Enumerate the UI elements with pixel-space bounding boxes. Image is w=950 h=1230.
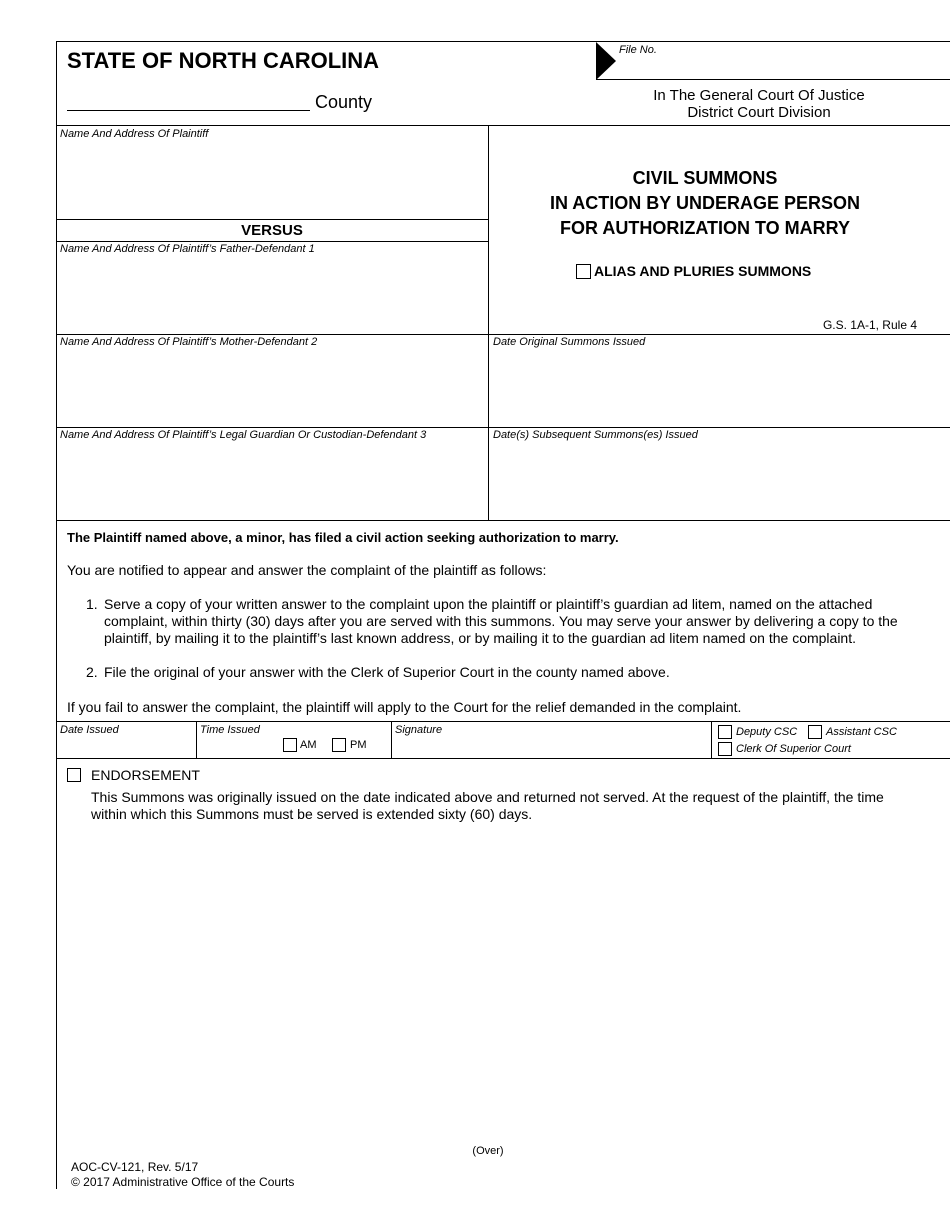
notice-text: You are notified to appear and answer the complaint of the plaintiff as follows: [67,562,547,578]
form-number: AOC-CV-121, Rev. 5/17 [71,1160,199,1174]
form-top-border [56,41,950,42]
title-line-2: IN ACTION BY UNDERAGE PERSON [549,193,861,213]
item-1-number: 1. [86,596,98,612]
plaintiff-field[interactable] [60,142,484,216]
item-2-number: 2. [86,664,98,680]
time-issued-label: Time Issued [200,724,260,736]
statute-reference: G.S. 1A-1, Rule 4 [822,318,917,332]
defendant2-divider [56,334,950,335]
endorsement-label: ENDORSEMENT [91,767,200,783]
date-original-label: Date Original Summons Issued [493,336,646,348]
issue-divider-3 [711,721,712,758]
item-2-text: File the original of your answer with the Clerk of Superior Court in the county named above. [104,664,670,680]
endorsement-line-1: This Summons was originally issued on the date indicated above and returned not served. At the request of the plaintiff, the time [91,789,884,805]
alias-pluries-checkbox[interactable] [576,264,591,279]
signature-label: Signature [395,724,443,736]
failure-notice: If you fail to answer the complaint, the plaintiff will apply to the Court for the relief demanded in the complaint. [67,699,742,715]
pm-label: PM [350,739,367,751]
file-no-underline [596,79,950,80]
intro-text: The Plaintiff named above, a minor, has filed a civil action seeking authorization to marry. [67,530,619,545]
clerk-superior-court-checkbox[interactable] [718,742,732,756]
item-1-line-1: Serve a copy of your written answer to the complaint upon the plaintiff or plaintiff’s guardian ad litem, named on the attached [104,596,873,612]
title-line-1: CIVIL SUMMONS [632,168,778,188]
mother-defendant-label: Name And Address Of Plaintiff’s Mother-Defendant 2 [60,336,318,348]
file-no-label: File No. [619,44,657,56]
form-left-border [56,41,57,1189]
signature-field[interactable] [395,738,707,756]
copyright-notice: © 2017 Administrative Office of the Courts [71,1175,295,1189]
county-label: County [315,92,373,112]
item-1-line-3: plaintiff, by mailing it to the plaintiff’s last known address, or by mailing it to the guardian ad litem named on the complaint. [104,630,857,646]
plaintiff-label: Name And Address Of Plaintiff [60,128,209,140]
versus-label: VERSUS [241,222,303,239]
guardian-defendant-label: Name And Address Of Plaintiff’s Legal Guardian Or Custodian-Defendant 3 [60,429,427,441]
versus-top-line [56,219,488,220]
date-subsequent-field[interactable] [493,443,943,517]
father-defendant-field[interactable] [60,257,484,331]
father-defendant-label: Name And Address Of Plaintiff’s Father-Defendant 1 [60,243,315,255]
am-label: AM [300,739,317,751]
court-line-2: District Court Division [687,104,831,121]
court-line-1: In The General Court Of Justice [653,87,865,104]
date-original-field[interactable] [493,350,943,424]
parties-bottom-line [56,520,950,521]
endorsement-checkbox[interactable] [67,768,81,782]
header-divider [56,125,950,126]
file-no-field[interactable] [620,58,940,78]
pm-checkbox[interactable] [332,738,346,752]
issue-row-top [56,721,950,722]
deputy-csc-checkbox[interactable] [718,725,732,739]
deputy-csc-label: Deputy CSC [736,726,798,738]
versus-bottom-line [56,241,488,242]
guardian-defendant-field[interactable] [60,443,484,517]
am-checkbox[interactable] [283,738,297,752]
date-subsequent-label: Date(s) Subsequent Summons(es) Issued [493,429,698,441]
file-no-arrow-icon [596,42,618,80]
issue-divider-1 [196,721,197,758]
endorsement-line-2: within which this Summons must be served is extended sixty (60) days. [91,806,533,822]
assistant-csc-label: Assistant CSC [826,726,897,738]
issue-divider-2 [391,721,392,758]
defendant3-divider [56,427,950,428]
title-line-3: FOR AUTHORIZATION TO MARRY [560,218,850,238]
state-title: STATE OF NORTH CAROLINA [67,48,380,73]
clerk-superior-court-label: Clerk Of Superior Court [736,743,851,755]
over-note: (Over) [472,1145,504,1157]
item-1-line-2: complaint, within thirty (30) days after you are served with this summons. You may serve your answer by delivering a copy to the [104,613,898,629]
issue-row-bottom [56,758,950,759]
county-blank[interactable] [67,110,310,111]
date-issued-label: Date Issued [60,724,119,736]
assistant-csc-checkbox[interactable] [808,725,822,739]
alias-pluries-label: ALIAS AND PLURIES SUMMONS [594,263,812,279]
mother-defendant-field[interactable] [60,350,484,424]
date-issued-field[interactable] [60,738,192,756]
